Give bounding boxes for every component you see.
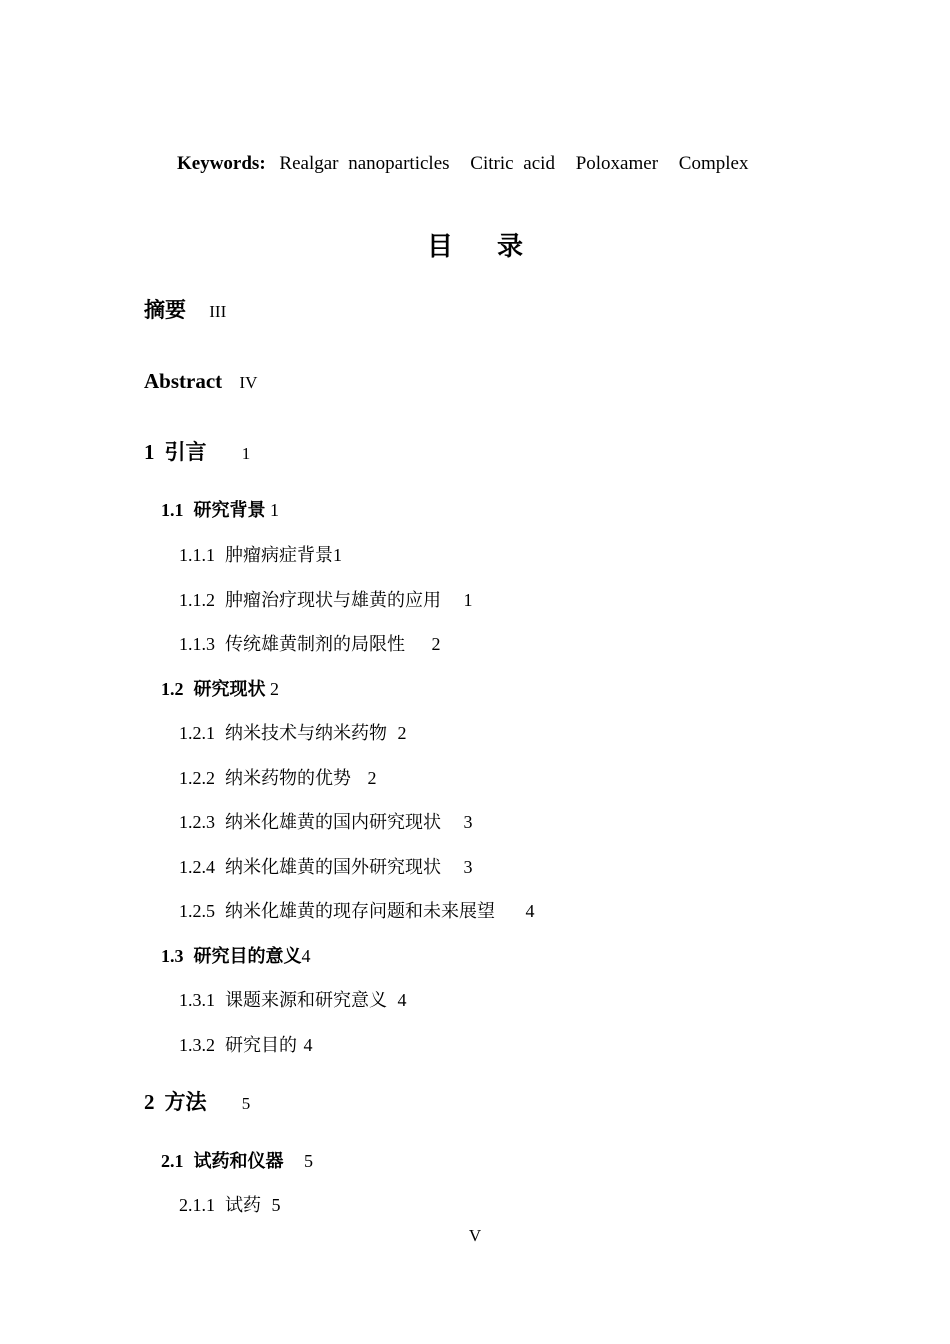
toc-entry-title: 纳米药物的优势 bbox=[225, 768, 351, 788]
toc-entry-page: 2 bbox=[397, 723, 407, 743]
toc-entry-title: 研究现状 bbox=[193, 679, 266, 700]
toc-entry-page: 5 bbox=[271, 1195, 281, 1215]
toc-entry-1-2-2[interactable] bbox=[179, 769, 377, 787]
toc-entry-1-3[interactable] bbox=[161, 947, 311, 966]
toc-entry-num: 1.1.3 bbox=[179, 634, 215, 654]
toc-entry-1-2[interactable] bbox=[161, 680, 279, 699]
toc-entry-num: 2.1 bbox=[161, 1151, 184, 1171]
toc-entry-title: 研究目的意义 bbox=[193, 946, 302, 967]
toc-entry-title: 纳米化雄黄的国外研究现状 bbox=[225, 857, 441, 877]
toc-entry-num: 1.3.1 bbox=[179, 990, 215, 1010]
toc-entry-page: 4 bbox=[301, 946, 311, 966]
toc-entry-page: 2 bbox=[367, 768, 377, 788]
toc-entry-1-1-2[interactable] bbox=[179, 591, 473, 609]
toc-entry-title: 试药 bbox=[225, 1195, 261, 1215]
toc-entry-1-2-1[interactable] bbox=[179, 724, 407, 742]
toc-entry-page: 4 bbox=[525, 901, 535, 921]
toc-entry-title: 研究目的 bbox=[225, 1035, 297, 1055]
toc-entry-num: 1.2.2 bbox=[179, 768, 215, 788]
toc-entry-num: 2.1.1 bbox=[179, 1195, 215, 1215]
toc-entry-page: 2 bbox=[270, 679, 279, 699]
toc-entry-num: 2 bbox=[144, 1090, 155, 1114]
toc-entry-1-2-3[interactable] bbox=[179, 813, 473, 831]
toc-entry-page: 1 bbox=[270, 500, 279, 520]
toc-entry-num: 1.2.4 bbox=[179, 857, 215, 877]
toc-entry-page: 3 bbox=[463, 812, 473, 832]
page-number: V bbox=[468, 1226, 482, 1245]
toc-entry-title: 纳米技术与纳米药物 bbox=[225, 723, 387, 743]
toc-entry-title: 引言 bbox=[164, 440, 207, 464]
toc-entry-num: 1.1 bbox=[161, 500, 184, 520]
toc-entry-page: 4 bbox=[397, 990, 407, 1010]
toc-entry-page: 1 bbox=[241, 444, 251, 463]
toc-entry-1-1[interactable] bbox=[161, 501, 279, 520]
toc-entry-num: Abstract bbox=[144, 369, 223, 393]
toc-entry-page: 5 bbox=[304, 1151, 313, 1171]
toc-title bbox=[0, 234, 950, 260]
toc-entry-num: 1.1.2 bbox=[179, 590, 215, 610]
toc-entry-page: 5 bbox=[241, 1094, 251, 1113]
toc-title-char: 目 bbox=[426, 232, 453, 262]
toc-entry-num: 1.1.1 bbox=[179, 545, 215, 565]
toc-entry-abstract[interactable] bbox=[144, 371, 257, 392]
toc-entry-1-2-4[interactable] bbox=[179, 858, 473, 876]
toc-entry-1-1-3[interactable] bbox=[179, 635, 441, 653]
toc-entry-1[interactable] bbox=[144, 442, 250, 463]
toc-entry-title: 研究背景 bbox=[193, 500, 266, 521]
keyword-item: Complex bbox=[678, 153, 749, 174]
toc-entry-num: 1.3 bbox=[161, 946, 184, 966]
toc-entry-num: 1 bbox=[144, 440, 155, 464]
toc-entry-2[interactable] bbox=[144, 1092, 250, 1113]
toc-entry-num: 1.2 bbox=[161, 679, 184, 699]
toc-entry-page: 3 bbox=[463, 857, 473, 877]
keyword-item: Poloxamer bbox=[575, 153, 659, 174]
keyword-item: Citric acid bbox=[470, 153, 555, 174]
toc-entry-title: 课题来源和研究意义 bbox=[225, 990, 387, 1010]
toc-entry-title: 方法 bbox=[164, 1090, 207, 1114]
toc-entry-page: 4 bbox=[303, 1035, 313, 1055]
toc-entry-num: 1.2.5 bbox=[179, 901, 215, 921]
toc-entry-1-3-2[interactable] bbox=[179, 1036, 313, 1054]
toc-entry-num: 摘要 bbox=[144, 298, 186, 322]
toc-entry-page: IV bbox=[239, 373, 258, 392]
toc-entry-1-1-1[interactable] bbox=[179, 546, 342, 564]
toc-entry-title: 纳米化雄黄的现存问题和未来展望 bbox=[225, 901, 495, 921]
toc-entry-title: 试药和仪器 bbox=[193, 1151, 284, 1172]
toc-entry-1-3-1[interactable] bbox=[179, 991, 407, 1009]
toc-title-char: 录 bbox=[497, 232, 524, 262]
toc-entry-page: 2 bbox=[431, 634, 441, 654]
keywords-label: Keywords: bbox=[177, 153, 266, 174]
toc-entry-title: 纳米化雄黄的国内研究现状 bbox=[225, 812, 441, 832]
toc-entry-num: 1.2.3 bbox=[179, 812, 215, 832]
toc-entry-page: III bbox=[209, 302, 227, 321]
toc-entry-num: 1.2.1 bbox=[179, 723, 215, 743]
toc-entry-page: 1 bbox=[463, 590, 473, 610]
toc-entry-zhaiyao[interactable] bbox=[144, 300, 226, 321]
keyword-item: Realgar nanoparticles bbox=[279, 153, 450, 174]
toc-entry-1-2-5[interactable] bbox=[179, 902, 535, 920]
toc-entry-title: 传统雄黄制剂的局限性 bbox=[225, 634, 405, 654]
toc-entry-2-1-1[interactable] bbox=[179, 1196, 281, 1214]
toc-entry-num: 1.3.2 bbox=[179, 1035, 215, 1055]
toc-entry-page: 1 bbox=[333, 545, 342, 565]
toc-entry-title: 肿瘤治疗现状与雄黄的应用 bbox=[225, 590, 441, 610]
keywords-line bbox=[177, 154, 748, 173]
toc-entry-2-1[interactable] bbox=[161, 1152, 313, 1171]
toc-entry-title: 肿瘤病症背景 bbox=[225, 545, 333, 565]
